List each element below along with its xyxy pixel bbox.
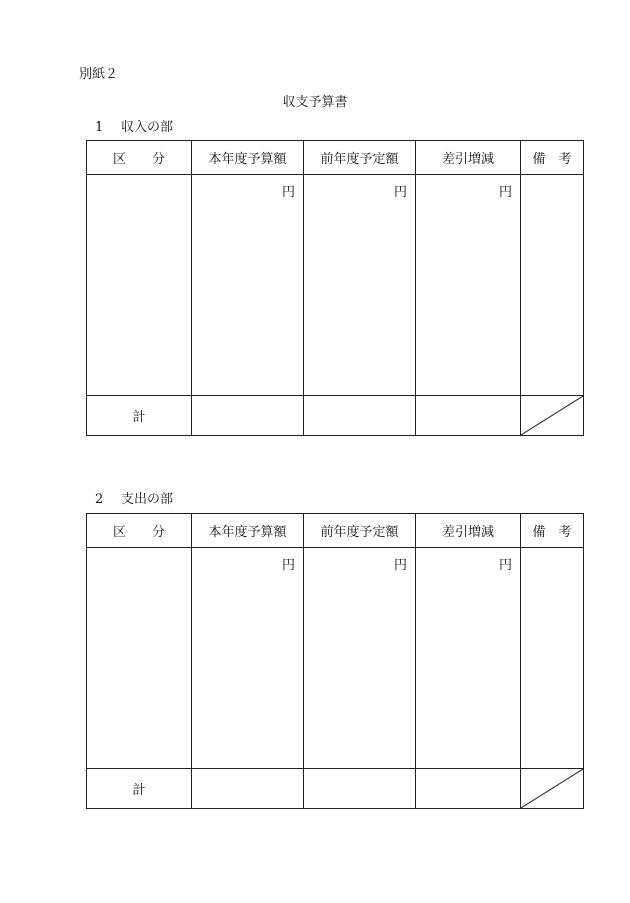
total-remarks-crossed-cell: [521, 769, 584, 809]
previous-planned-cell: [304, 548, 416, 769]
unit-label: 円: [281, 185, 295, 200]
total-difference-cell: [416, 769, 521, 809]
unit-label: 円: [498, 185, 512, 200]
expenditure-budget-table: [86, 513, 584, 809]
difference-cell: [416, 548, 521, 769]
diagonal-strike: [521, 396, 583, 435]
total-row: [87, 396, 584, 436]
previous-planned-cell: [304, 175, 416, 396]
attachment-label: 別紙２: [79, 67, 119, 82]
section-number: 1: [95, 120, 104, 135]
total-remarks-crossed-cell: [521, 396, 584, 436]
diagonal-strike: [521, 769, 583, 808]
unit-label: 円: [393, 185, 407, 200]
column-header-previous-planned: 前年度予定額: [304, 141, 416, 175]
remarks-cell: [521, 548, 584, 769]
column-header-current-budget: 本年度予算額: [192, 141, 304, 175]
column-header-category: 区 分: [87, 141, 192, 175]
section-heading-expenditure: [95, 492, 173, 508]
section-title: 支出の部: [121, 492, 174, 507]
table-row: [87, 548, 584, 769]
category-cell: [87, 175, 192, 396]
column-header-difference: 差引増減: [416, 141, 521, 175]
column-header-previous-planned: 前年度予定額: [304, 514, 416, 548]
remarks-cell: [521, 175, 584, 396]
section-heading-income: [95, 120, 173, 136]
unit-label: 円: [393, 558, 407, 573]
unit-label: 円: [498, 558, 512, 573]
total-current-budget-cell: [192, 769, 304, 809]
total-current-budget-cell: [192, 396, 304, 436]
unit-label: 円: [281, 558, 295, 573]
current-budget-cell: [192, 175, 304, 396]
column-header-remarks: 備 考: [521, 141, 584, 175]
column-header-category: 区 分: [87, 514, 192, 548]
category-cell: [87, 548, 192, 769]
total-difference-cell: [416, 396, 521, 436]
current-budget-cell: [192, 548, 304, 769]
table-header-row: [87, 514, 584, 548]
column-header-current-budget: 本年度予算額: [192, 514, 304, 548]
column-header-remarks: 備 考: [521, 514, 584, 548]
table-row: [87, 175, 584, 396]
total-label: 計: [87, 769, 192, 809]
table-header-row: [87, 141, 584, 175]
section-number: 2: [95, 492, 104, 507]
total-row: [87, 769, 584, 809]
document-title: 収支予算書: [282, 95, 348, 110]
income-budget-table: [86, 140, 584, 436]
total-label: 計: [87, 396, 192, 436]
total-previous-planned-cell: [304, 769, 416, 809]
column-header-difference: 差引増減: [416, 514, 521, 548]
difference-cell: [416, 175, 521, 396]
section-title: 収入の部: [121, 120, 174, 135]
total-previous-planned-cell: [304, 396, 416, 436]
